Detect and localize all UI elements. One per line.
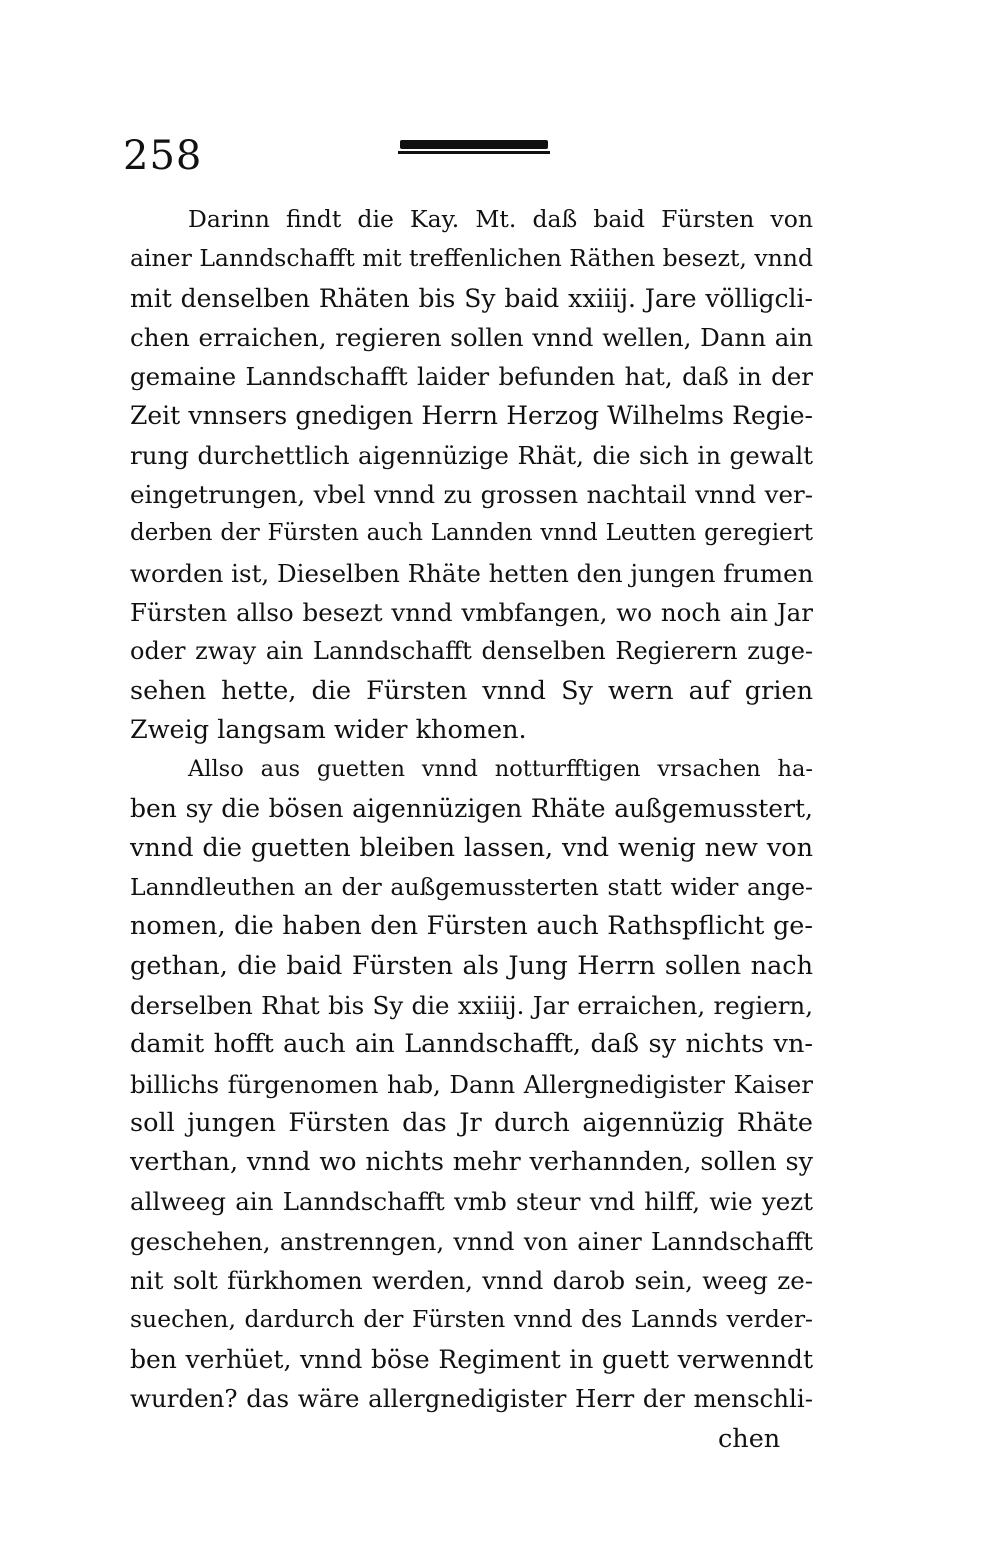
- text-line: Zeit vnnsers gnedigen Herrn Herzog Wilhelms Regie-: [130, 401, 813, 431]
- header-rule-thick: [400, 140, 548, 149]
- page-number: 258: [123, 133, 203, 179]
- text-line: gethan, die baid Fürsten als Jung Herrn sollen nach: [130, 950, 813, 981]
- text-line: suechen, dardurch der Fürsten vnnd des Lannds verder-: [130, 1305, 813, 1334]
- text-line: nomen, die haben den Fürsten auch Rathspflicht ge-: [130, 911, 813, 942]
- header-rule-thin: [398, 151, 550, 154]
- text-line: vnnd die guetten bleiben lassen, vnd wenig new von: [130, 832, 813, 863]
- text-line: verthan, vnnd wo nichts mehr verhannden, sollen sy: [130, 1147, 813, 1178]
- catchword: chen: [718, 1424, 781, 1454]
- text-line: nit solt fürkhomen werden, vnnd darob sein, weeg ze-: [130, 1266, 813, 1296]
- text-line: rung durchettlich aigennüzige Rhät, die sich in gewalt: [130, 440, 813, 470]
- text-line: Fürsten allso besezt vnnd vmbfangen, wo noch ain Jar: [130, 597, 813, 627]
- text-line: Darinn findt die Kay. Mt. daß baid Fürsten von: [188, 205, 813, 233]
- text-line: wurden? das wäre allergnedigister Herr der menschli-: [130, 1383, 813, 1413]
- text-line: ainer Lanndschafft mit treffenlichen Räthen besezt, vnnd: [130, 244, 813, 273]
- text-line: chen erraichen, regieren sollen vnnd wellen, Dann ain: [130, 322, 813, 352]
- body-text: [130, 200, 813, 1418]
- header-ornament-rule: [398, 140, 550, 156]
- text-line: damit hofft auch ain Lanndschafft, daß sy nichts vn-: [130, 1029, 813, 1060]
- text-line: derselben Rhat bis Sy die xxiiij. Jar erraichen, regiern,: [130, 990, 813, 1020]
- text-line: Zweig langsam wider khomen.: [130, 714, 527, 745]
- text-line: Lanndleuthen an der außgemussterten statt wider ange-: [130, 873, 813, 902]
- text-line: soll jungen Fürsten das Jr durch aigennüzig Rhäte: [130, 1107, 813, 1138]
- text-line: allweeg ain Lanndschafft vmb steur vnd hilff, wie yezt: [130, 1187, 813, 1217]
- text-line: oder zway ain Lanndschafft denselben Regierern zuge-: [130, 637, 813, 666]
- text-line: derben der Fürsten auch Lannden vnnd Leutten geregiert: [130, 520, 813, 547]
- text-line: ben verhüet, vnnd böse Regiment in guett verwenndt: [130, 1344, 813, 1374]
- text-line: worden ist, Dieselben Rhäte hetten den jungen frumen: [130, 558, 814, 588]
- text-line: Allso aus guetten vnnd notturfftigen vrsachen ha-: [188, 756, 813, 783]
- text-line: gemaine Lanndschafft laider befunden hat, daß in der: [130, 362, 813, 392]
- text-line: geschehen, anstrenngen, vnnd von ainer Lanndschafft: [130, 1226, 813, 1256]
- text-line: ben sy die bösen aigennüzigen Rhäte außgemusstert,: [130, 794, 813, 824]
- text-line: billichs fürgenomen hab, Dann Allergnedigister Kaiser: [130, 1069, 813, 1099]
- text-line: sehen hette, die Fürsten vnnd Sy wern auf grien: [130, 675, 813, 706]
- text-line: eingetrungen, vbel vnnd zu grossen nachtail vnnd ver-: [130, 480, 813, 510]
- text-line: mit denselben Rhäten bis Sy baid xxiiij. Jare völligcli-: [130, 283, 813, 313]
